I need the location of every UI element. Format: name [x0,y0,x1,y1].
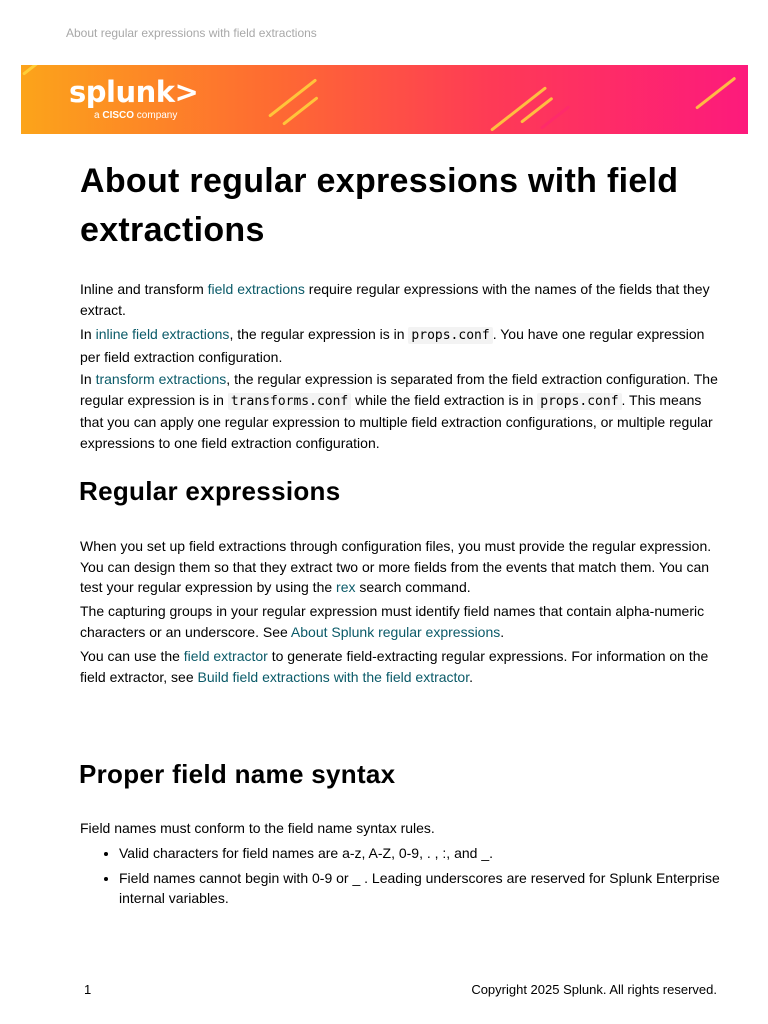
capturing-groups-paragraph: The capturing groups in your regular expression must identify field names that contain alpha-numeric characters or an underscore. See About Splunk regular expressions. [80,603,705,640]
cisco-company-tagline: a CISCO company [94,110,178,121]
field-extractions-link[interactable]: field extractions [207,281,305,297]
splunk-logo: splunk> [69,75,199,109]
syntax-intro-paragraph: Field names must conform to the field name syntax rules. [80,820,435,836]
field-extractor-paragraph: You can use the field extractor to generate field-extracting regular expressions. For information on the field extractor, see Build field extractions with the field extractor. [80,648,709,685]
field-extractor-link[interactable]: field extractor [183,648,268,664]
inline-field-extractions-link[interactable]: inline field extractions [95,326,230,342]
regular-expressions-heading: Regular expressions [79,476,341,506]
banner-stripe [695,77,736,110]
transform-extractions-link[interactable]: transform extractions [95,371,227,387]
banner-stripe [268,78,317,117]
copyright-notice: Copyright 2025 Splunk. All rights reserved. [471,982,717,997]
transform-extraction-paragraph: In transform extractions, the regular expression is separated from the field extraction configuration. The regular expression is in transforms.conf while the field extraction is in props.conf . This means that you can apply one regular expression to multiple field extraction configurations, or multiple regular expressions to one field extraction configuration. [80,371,718,451]
page-title: About regular expressions with field extractions [80,162,679,249]
list-item: • Field names cannot begin with 0-9 or _ . Leading underscores are reserved for Splunk Enterprise internal variables. [119,868,739,909]
banner-stripe [540,105,570,130]
list-item: • Valid characters for field names are a-z, A-Z, 0-9, . , :, and _. [119,843,739,864]
inline-extraction-paragraph: In inline field extractions, the regular expression is in props.conf . You have one regular expression per field extraction configuration. [80,326,705,365]
intro-paragraph: Inline and transform field extractions require regular expressions with the names of the fields that they extract. [80,281,710,318]
props-conf-code: props.conf [408,327,492,344]
props-conf-code: props.conf [537,393,621,410]
running-header: About regular expressions with field extractions [66,26,317,40]
rex-command-link[interactable]: rex [336,579,356,595]
syntax-rules-list [80,843,739,913]
brand-banner [21,65,748,134]
about-splunk-regex-link[interactable]: About Splunk regular expressions [290,623,501,640]
page-number: 1 [84,982,92,997]
banner-stripe [22,65,47,76]
build-field-extractions-link[interactable]: Build field extractions with the field extractor [197,668,470,685]
transforms-conf-code: transforms.conf [228,393,351,410]
regex-setup-paragraph: When you set up field extractions through configuration files, you must provide the regular expression. You can design them so that they extract two or more fields from the events that match them. You can test your regular expression by using the rex search command. [80,538,712,595]
field-name-syntax-heading: Proper field name syntax [79,759,396,789]
